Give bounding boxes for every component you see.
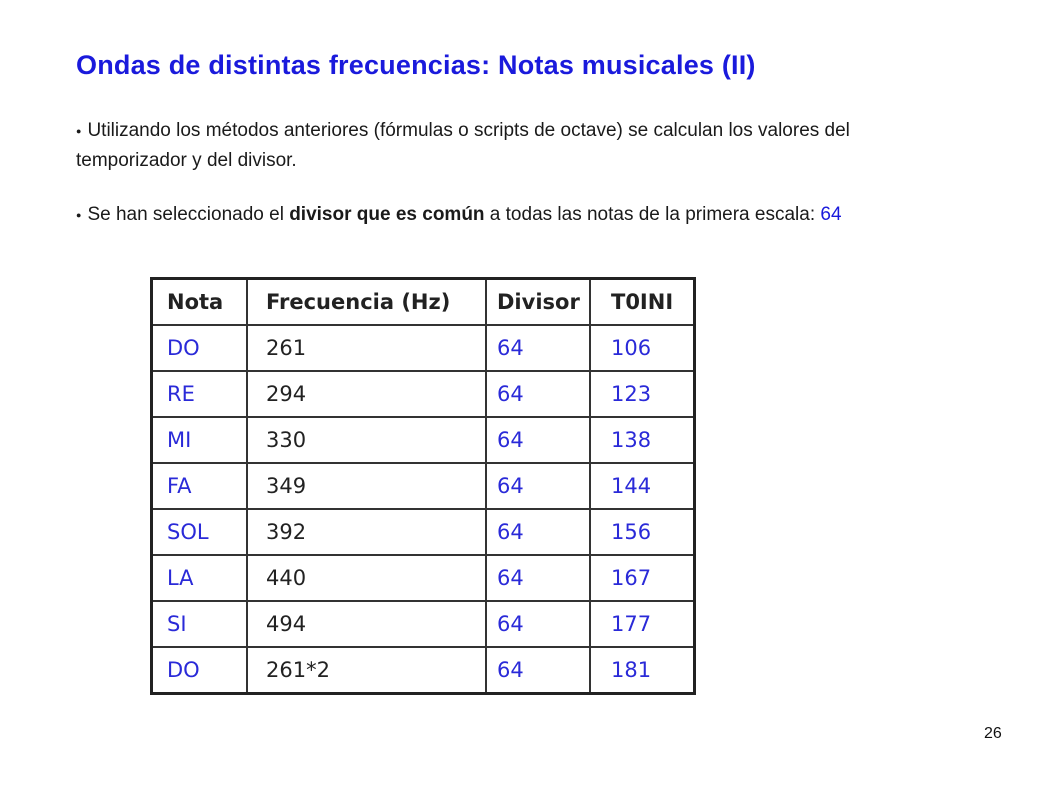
bullet-text-post: a todas las notas de la primera escala: <box>484 204 821 226</box>
divisor-value: 64 <box>820 204 842 226</box>
cell-frecuencia: 261 <box>247 325 486 371</box>
header-divisor: Divisor <box>486 279 590 326</box>
cell-divisor: 64 <box>486 463 590 509</box>
cell-nota: MI <box>152 417 248 463</box>
bullet-text-pre: Se han seleccionado el <box>87 204 290 226</box>
bullet-text: Utilizando los métodos anteriores (fórmulas o scripts de octave) se calculan los valores del temporizador y del divisor. <box>76 120 850 172</box>
slide-title: Ondas de distintas frecuencias: Notas musicales (II) <box>76 50 756 80</box>
table-header-row <box>152 279 695 326</box>
cell-nota: FA <box>152 463 248 509</box>
cell-nota: RE <box>152 371 248 417</box>
cell-divisor: 64 <box>486 647 590 694</box>
cell-nota: DO <box>152 325 248 371</box>
cell-t0ini: 106 <box>590 325 695 371</box>
bullet-paragraph-methods <box>76 116 916 176</box>
page-number: 26 <box>984 725 1002 742</box>
cell-frecuencia: 440 <box>247 555 486 601</box>
cell-divisor: 64 <box>486 417 590 463</box>
table-row <box>152 601 695 647</box>
bullet-paragraph-divisor <box>76 200 916 230</box>
cell-divisor: 64 <box>486 509 590 555</box>
table-row <box>152 463 695 509</box>
notes-table <box>150 277 696 695</box>
cell-nota: SI <box>152 601 248 647</box>
table-row <box>152 555 695 601</box>
cell-frecuencia: 330 <box>247 417 486 463</box>
cell-divisor: 64 <box>486 371 590 417</box>
cell-t0ini: 177 <box>590 601 695 647</box>
header-t0ini: T0INI <box>590 279 695 326</box>
cell-t0ini: 167 <box>590 555 695 601</box>
cell-frecuencia: 392 <box>247 509 486 555</box>
table-row <box>152 371 695 417</box>
cell-nota: LA <box>152 555 248 601</box>
cell-nota: DO <box>152 647 248 694</box>
cell-frecuencia: 349 <box>247 463 486 509</box>
cell-t0ini: 123 <box>590 371 695 417</box>
bullet-text-bold: divisor que es común <box>289 204 485 226</box>
header-nota: Nota <box>152 279 248 326</box>
cell-divisor: 64 <box>486 555 590 601</box>
bullet-dot-icon: ● <box>76 126 82 136</box>
cell-frecuencia: 294 <box>247 371 486 417</box>
cell-nota: SOL <box>152 509 248 555</box>
table-row <box>152 417 695 463</box>
cell-t0ini: 138 <box>590 417 695 463</box>
cell-t0ini: 181 <box>590 647 695 694</box>
cell-t0ini: 156 <box>590 509 695 555</box>
table-row <box>152 325 695 371</box>
cell-divisor: 64 <box>486 325 590 371</box>
cell-t0ini: 144 <box>590 463 695 509</box>
cell-divisor: 64 <box>486 601 590 647</box>
header-frecuencia: Frecuencia (Hz) <box>247 279 486 326</box>
cell-frecuencia: 261*2 <box>247 647 486 694</box>
table-row <box>152 647 695 694</box>
bullet-dot-icon: ● <box>76 210 82 220</box>
cell-frecuencia: 494 <box>247 601 486 647</box>
table-row <box>152 509 695 555</box>
